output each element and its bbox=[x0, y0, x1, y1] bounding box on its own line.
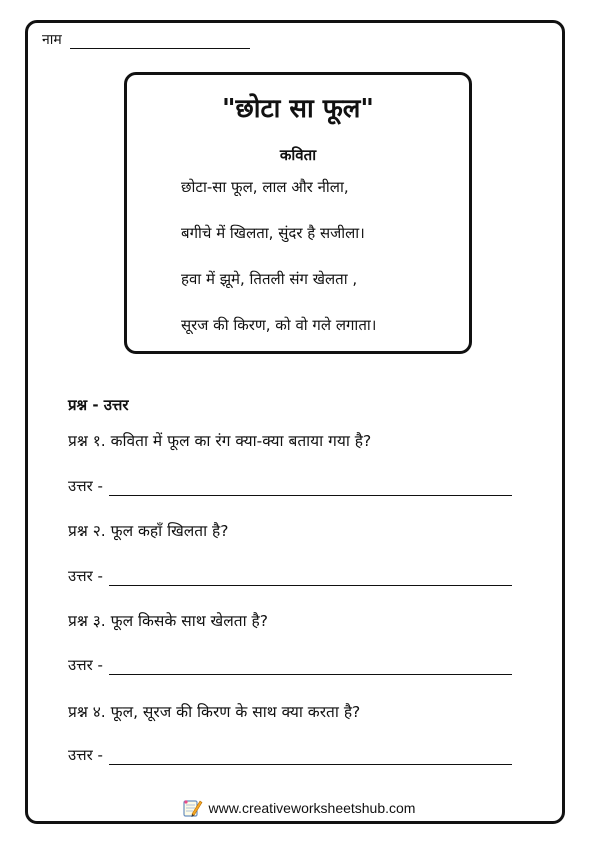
qa-heading: प्रश्न - उत्तर bbox=[68, 396, 129, 414]
answer-label: उत्तर - bbox=[68, 567, 103, 585]
answer-label: उत्तर - bbox=[68, 746, 103, 764]
website-link[interactable]: www.creativeworksheetshub.com bbox=[208, 800, 416, 816]
poem-line: छोटा-सा फूल, लाल और नीला, bbox=[181, 178, 349, 196]
name-label: नाम bbox=[42, 32, 62, 48]
name-line[interactable] bbox=[70, 34, 250, 49]
footer bbox=[0, 797, 596, 819]
answer-row-1 bbox=[68, 476, 512, 496]
poem-title: "छोटा सा फूल" bbox=[222, 94, 374, 124]
answer-label: उत्तर - bbox=[68, 656, 103, 674]
answer-row-4 bbox=[68, 745, 512, 765]
answer-label: उत्तर - bbox=[68, 477, 103, 495]
poem-box bbox=[124, 72, 472, 354]
answer-line-2[interactable] bbox=[109, 573, 512, 586]
answer-line-3[interactable] bbox=[109, 662, 512, 675]
pencil-notebook-icon bbox=[181, 797, 203, 819]
poem-subtitle: कविता bbox=[279, 146, 317, 164]
answer-line-1[interactable] bbox=[109, 483, 512, 496]
name-field bbox=[42, 30, 250, 49]
question-4: प्रश्न ४. फूल, सूरज की किरण के साथ क्या करता है? bbox=[68, 703, 361, 721]
poem-line: सूरज की किरण, को वो गले लगाता। bbox=[181, 316, 377, 334]
answer-row-3 bbox=[68, 655, 512, 675]
question-2: प्रश्न २. फूल कहाँ खिलता है? bbox=[68, 522, 229, 540]
question-1: प्रश्न १. कविता में फूल का रंग क्या-क्या बताया गया है? bbox=[68, 432, 372, 450]
poem-line: बगीचे में खिलता, सुंदर है सजीला। bbox=[181, 224, 365, 242]
question-3: प्रश्न ३. फूल किसके साथ खेलता है? bbox=[68, 612, 268, 630]
answer-row-2 bbox=[68, 566, 512, 586]
answer-line-4[interactable] bbox=[109, 752, 512, 765]
poem-line: हवा में झूमे, तितली संग खेलता , bbox=[181, 270, 358, 288]
